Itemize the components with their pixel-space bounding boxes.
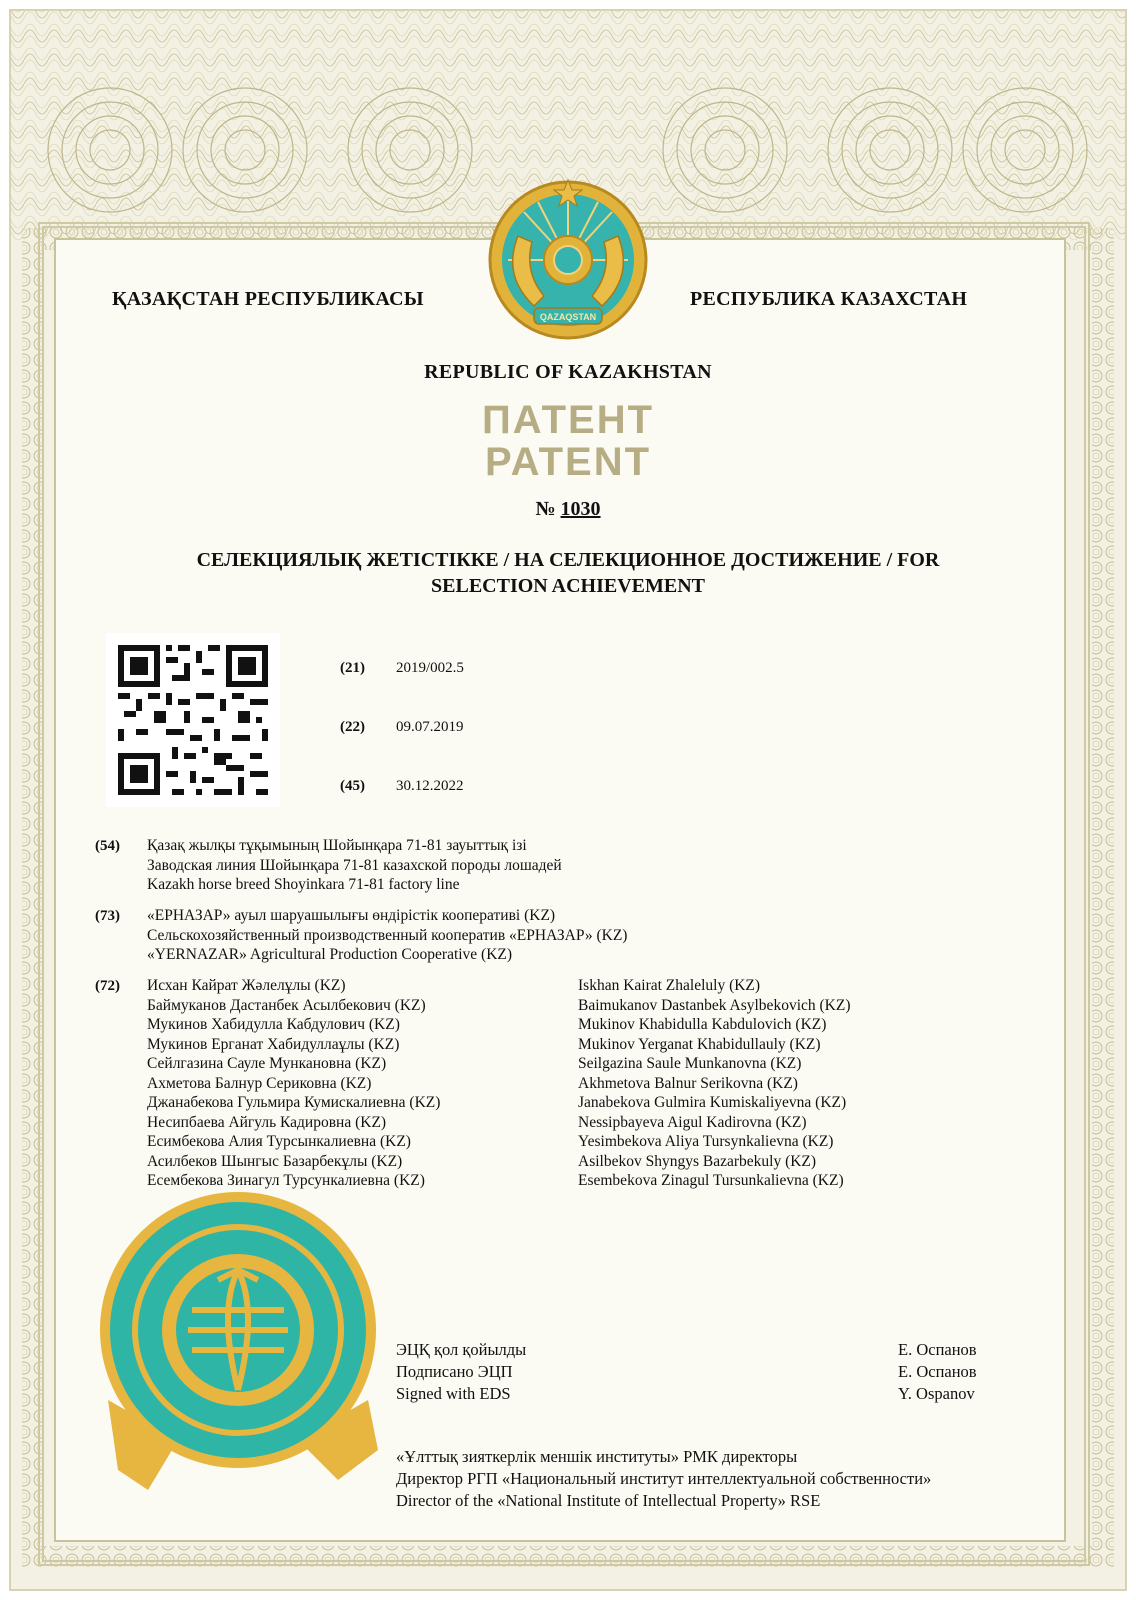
qr-code[interactable]: [106, 633, 280, 807]
field-45-code: (45): [340, 778, 365, 794]
owner-kazakh: «ЕРНАЗАР» ауыл шаруашылығы өндірістік кооперативі (KZ): [147, 907, 556, 924]
header-russian: РЕСПУБЛИКА КАЗАХСТАН: [690, 288, 968, 310]
header-english: REPUBLIC OF KAZAKHSTAN: [424, 361, 712, 383]
author: Janabekova Gulmira Kumiskaliyevna (KZ): [578, 1094, 847, 1111]
author: Mukinov Khabidulla Kabdulovich (KZ): [578, 1016, 827, 1033]
author: Asilbekov Shyngys Bazarbekuly (KZ): [578, 1152, 817, 1170]
field-72-code: (72): [95, 978, 120, 994]
author: Iskhan Kairat Zhaleluly (KZ): [578, 977, 761, 994]
director-russian: Директор РГП «Национальный институт интеллектуальной собственности»: [396, 1469, 932, 1488]
author: Mukinov Yerganat Khabidullauly (KZ): [578, 1035, 821, 1053]
owner-english: «YERNAZAR» Agricultural Production Cooperative (KZ): [147, 946, 513, 963]
title-russian: Заводская линия Шойынқара 71-81 казахской породы лошадей: [147, 856, 562, 874]
patent-number-value: 1030: [560, 498, 601, 520]
author: Есимбекова Алия Турсынкалиевна (KZ): [147, 1133, 411, 1150]
director-kazakh: «Ұлттық зияткерлік меншік институты» РМК директоры: [396, 1447, 798, 1466]
header-kazakh: ҚАЗАҚСТАН РЕСПУБЛИКАСЫ: [112, 288, 424, 310]
field-45-value: 30.12.2022: [396, 778, 464, 794]
author: Akhmetova Balnur Serikovna (KZ): [578, 1074, 798, 1092]
author: Сейлгазина Сауле Мункановна (KZ): [147, 1055, 387, 1072]
field-21-value: 2019/002.5: [396, 660, 464, 676]
author: Yesimbekova Aliya Tursynkalievna (KZ): [578, 1133, 834, 1150]
author: Джанабекова Гульмира Кумискалиевна (KZ): [147, 1094, 441, 1111]
field-54-code: (54): [95, 838, 120, 854]
field-21-code: (21): [340, 660, 365, 676]
signatory-name: [898, 1339, 977, 1405]
patent-subtitle: [0, 547, 1136, 599]
field-73-owner: [147, 906, 627, 965]
author: Seilgazina Saule Munkanovna (KZ): [578, 1055, 802, 1072]
emblem-label: QAZAQSTAN: [539, 312, 597, 322]
title-kazakh: Қазақ жылқы тұқымының Шойынқара 71-81 зауыттық ізі: [147, 837, 527, 854]
field-22-code: (22): [340, 719, 365, 735]
field-22-value: 09.07.2019: [396, 719, 464, 735]
director-title: [396, 1446, 931, 1512]
director-english: Director of the «National Institute of Intellectual Property» RSE: [396, 1491, 821, 1510]
signatory-english: Y. Ospanov: [898, 1384, 975, 1403]
signed-english: Signed with EDS: [396, 1384, 511, 1403]
author: Baimukanov Dastanbek Asylbekovich (KZ): [578, 996, 851, 1014]
author: Исхан Кайрат Жәлелұлы (KZ): [147, 977, 346, 994]
patent-number-prefix: №: [535, 498, 556, 520]
title-patent-cyrillic: ПАТЕНТ: [481, 398, 655, 442]
field-54-title: [147, 836, 562, 895]
author: Мукинов Хабидулла Кабдулович (KZ): [147, 1016, 400, 1033]
signed-kazakh: ЭЦҚ қол қойылды: [396, 1340, 527, 1359]
signatory-kazakh: Е. Оспанов: [898, 1340, 977, 1359]
author: Ахметова Балнур Сериковна (KZ): [147, 1074, 372, 1092]
author: Асилбеков Шынгыс Базарбекұлы (KZ): [147, 1152, 403, 1170]
author: Есембекова Зинагул Турсункалиевна (KZ): [147, 1172, 425, 1189]
author: Nessipbayeva Aigul Kadirovna (KZ): [578, 1113, 807, 1131]
authors-latin: [578, 976, 850, 1191]
author: Мукинов Ерганат Хабидуллаұлы (KZ): [147, 1035, 400, 1053]
author: Несипбаева Айгуль Кадировна (KZ): [147, 1113, 387, 1131]
field-73-code: (73): [95, 908, 120, 924]
title-patent-latin: PATENT: [484, 440, 652, 484]
author: Баймуканов Дастанбек Асылбекович (KZ): [147, 996, 426, 1014]
owner-russian: Сельскохозяйственный производственный кооператив «ЕРНАЗАР» (KZ): [147, 926, 628, 944]
subtitle-line-1: СЕЛЕКЦИЯЛЫҚ ЖЕТІСТІККЕ / НА СЕЛЕКЦИОННОЕ ДОСТИЖЕНИЕ / FOR: [196, 549, 940, 571]
subtitle-line-2: SELECTION ACHIEVEMENT: [431, 575, 705, 597]
institute-seal-icon: [88, 1190, 388, 1490]
author: Esembekova Zinagul Tursunkalievna (KZ): [578, 1172, 844, 1189]
signed-with-eds: [396, 1339, 526, 1405]
patent-number: [0, 498, 1136, 521]
authors-cyrillic: [147, 976, 440, 1191]
title-english: Kazakh horse breed Shoyinkara 71-81 factory line: [147, 876, 460, 893]
signatory-russian: Е. Оспанов: [898, 1362, 977, 1381]
state-emblem-icon: [488, 176, 648, 344]
signed-russian: Подписано ЭЦП: [396, 1362, 513, 1381]
